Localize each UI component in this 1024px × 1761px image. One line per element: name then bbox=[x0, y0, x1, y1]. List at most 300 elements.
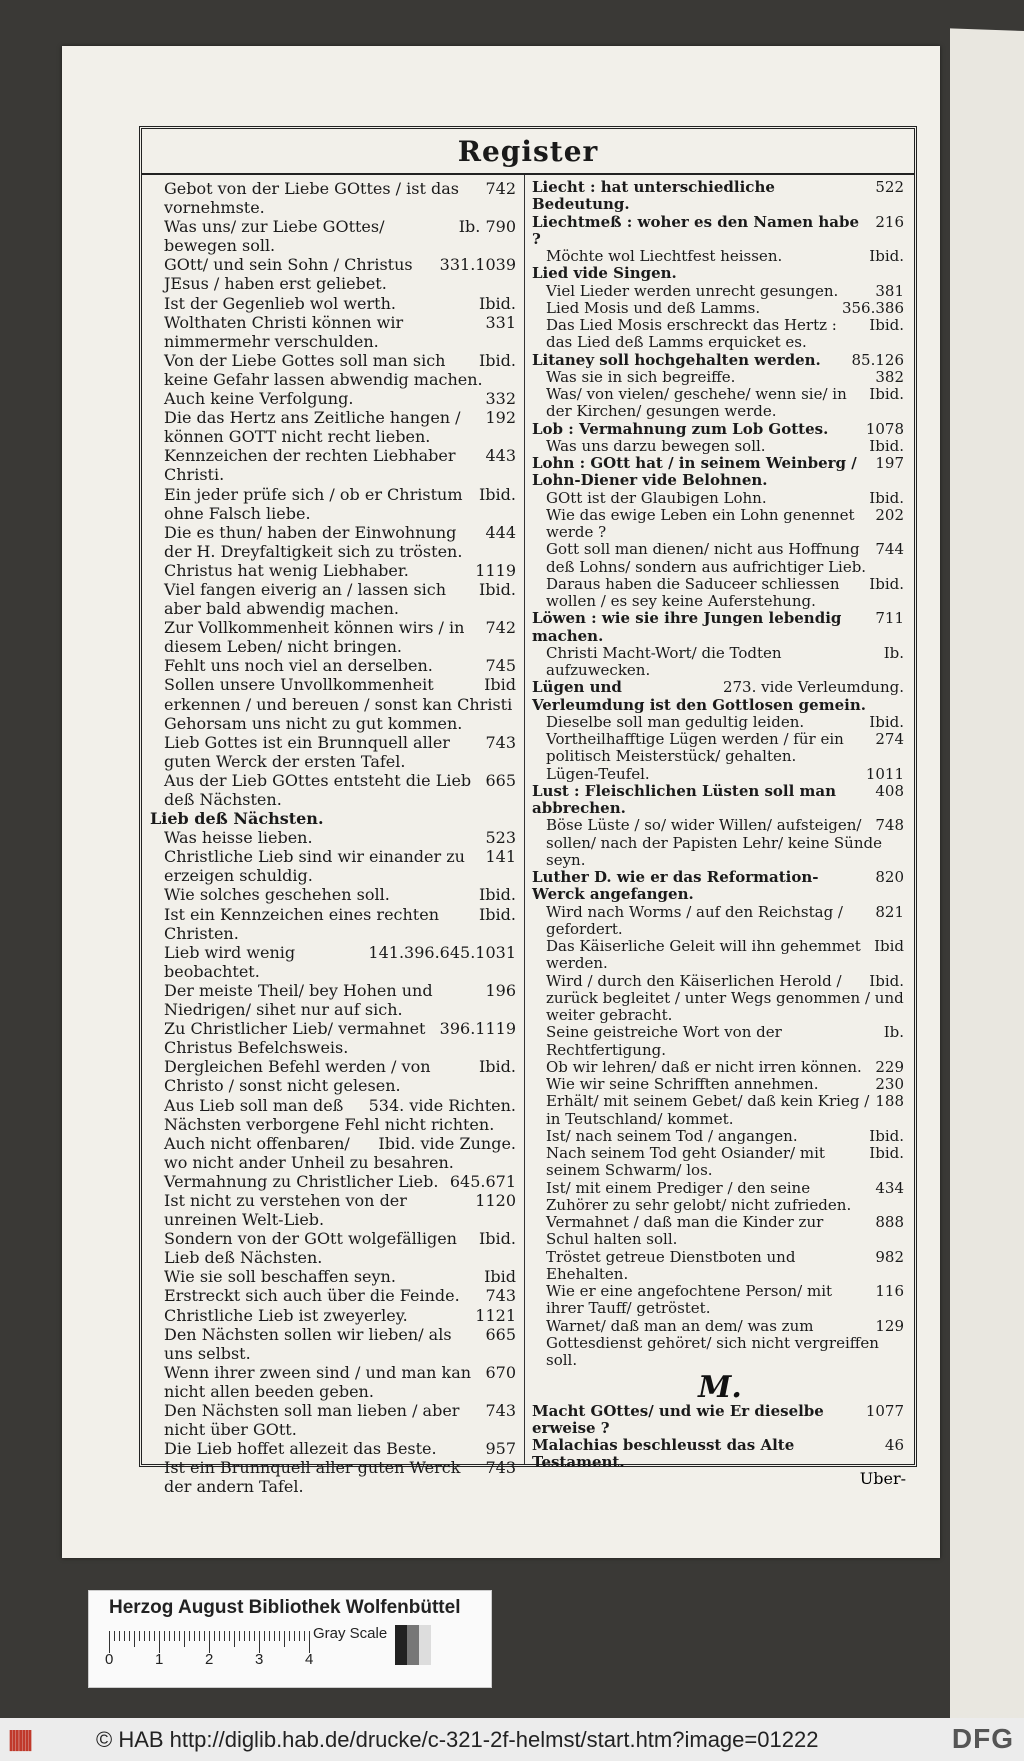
page-ref: 742 bbox=[485, 618, 516, 638]
index-entry bbox=[150, 1057, 520, 1095]
page-ref: 744 bbox=[875, 540, 904, 559]
gray-swatch-dark bbox=[395, 1625, 407, 1665]
entry-text: Was uns darzu bewegen soll. bbox=[546, 436, 766, 455]
index-entry bbox=[532, 576, 908, 611]
index-entry bbox=[150, 1458, 520, 1496]
page-ref: 116 bbox=[875, 1282, 904, 1300]
index-entry bbox=[150, 580, 520, 618]
index-entry bbox=[150, 656, 520, 675]
entry-text: Fehlt uns noch viel an derselben. bbox=[164, 656, 433, 676]
index-entry bbox=[532, 352, 908, 369]
index-entry bbox=[532, 1214, 908, 1249]
page-ref: 332 bbox=[485, 389, 516, 409]
entry-text: Wie wir seine Schrifften annehmen. bbox=[546, 1075, 819, 1093]
index-entry bbox=[150, 1267, 520, 1286]
index-entry bbox=[532, 283, 908, 300]
index-entry bbox=[150, 294, 520, 313]
page-ref: Ibid bbox=[484, 1267, 516, 1287]
index-entry bbox=[150, 523, 520, 561]
entry-text: Die das Hertz ans Zeitliche hangen / können GOTT nicht recht lieben. bbox=[164, 408, 461, 447]
column-divider bbox=[524, 175, 525, 1464]
ruler-tick bbox=[284, 1631, 285, 1647]
index-entry bbox=[532, 507, 908, 542]
ruler-tick bbox=[219, 1631, 220, 1641]
index-entry bbox=[532, 1437, 908, 1472]
footer-bar bbox=[0, 1718, 1024, 1761]
index-entry bbox=[532, 938, 908, 973]
index-entry bbox=[532, 369, 908, 386]
entry-text: Lied vide Singen. bbox=[532, 264, 677, 283]
ruler-tick bbox=[274, 1631, 275, 1641]
index-entry bbox=[150, 255, 520, 293]
page-ref: Ibid. bbox=[869, 247, 904, 265]
page-ref: 197 bbox=[875, 454, 904, 472]
entry-text: Viel fangen eiverig an / lassen sich aber bald abwendig machen. bbox=[164, 579, 447, 619]
entry-text: Viel Lieder werden unrecht gesungen. bbox=[546, 281, 839, 300]
index-entry bbox=[532, 817, 908, 869]
index-entry bbox=[150, 179, 520, 217]
page-ref: 85.126 bbox=[851, 350, 904, 369]
entry-text: Ist der Gegenlieb wol werth. bbox=[164, 293, 396, 313]
page-ref: Ibid. bbox=[478, 350, 516, 370]
index-entry bbox=[150, 389, 520, 408]
entry-text: Das Lied Mosis erschreckt das Hertz : das Lied deß Lamms erquicket es. bbox=[546, 316, 837, 352]
gray-swatch-light bbox=[419, 1625, 431, 1665]
entry-text: Ist ein Brunnquell aller guten Werck der andern Tafel. bbox=[164, 1458, 461, 1497]
page-ref: 711 bbox=[875, 609, 904, 628]
entry-text: Lust : Fleischlichen Lüsten soll man abbrechen. bbox=[532, 781, 837, 817]
index-entry bbox=[150, 675, 520, 732]
page-ref: 888 bbox=[875, 1213, 904, 1231]
index-entry bbox=[532, 783, 908, 818]
page-ref: Ibid. bbox=[869, 712, 904, 731]
page-ref: 821 bbox=[875, 902, 904, 921]
index-entry bbox=[150, 408, 520, 446]
ruler-tick bbox=[174, 1631, 175, 1641]
ruler-tick bbox=[114, 1631, 115, 1641]
entry-text: Ist nicht zu verstehen von der unreinen Welt-Lieb. bbox=[164, 1190, 407, 1230]
page-ref: 665 bbox=[485, 1324, 516, 1344]
index-entry bbox=[150, 1191, 520, 1229]
page-ref: 381 bbox=[875, 281, 904, 300]
entry-text: Böse Lüste / so/ wider Willen/ aufsteigen/ sollen/ nach der Papisten Lehr/ keine Sünde seyn. bbox=[546, 816, 882, 869]
entry-text: Lügen und Verleumdung ist den Gottlosen gemein. bbox=[532, 678, 866, 714]
page-ref: 742 bbox=[485, 179, 516, 198]
entry-text: Wird / durch den Käiserlichen Herold / zurück begleitet / unter Wegs genommen / und weiter gebracht. bbox=[546, 971, 904, 1024]
page-ref: 743 bbox=[485, 732, 516, 752]
page-ref: 408 bbox=[875, 781, 904, 800]
page-ref: Ibid. bbox=[869, 385, 904, 403]
section-letter: M. bbox=[698, 1370, 742, 1406]
entry-text: Malachias beschleusst das Alte Testament. bbox=[532, 1436, 795, 1472]
ruler-tick bbox=[129, 1631, 130, 1641]
entry-text: Was heisse lieben. bbox=[164, 828, 313, 848]
page-ref: 670 bbox=[485, 1362, 516, 1382]
index-entry bbox=[150, 943, 520, 981]
entry-text: Liechtmeß : woher es den Namen habe ? bbox=[532, 212, 860, 248]
entry-text: Wie das ewige Leben ein Lohn genennet werde ? bbox=[546, 505, 855, 541]
ruler-tick bbox=[249, 1631, 250, 1641]
ruler-tick bbox=[204, 1631, 205, 1641]
page-ref: 356.386 bbox=[841, 298, 904, 317]
page-ref: Ibid. vide Zunge. bbox=[378, 1133, 516, 1153]
entry-text: Christliche Lieb sind wir einander zu erzeigen schuldig. bbox=[164, 847, 465, 886]
book-page bbox=[62, 46, 940, 1558]
ruler-tick bbox=[139, 1631, 140, 1641]
page-ref: 522 bbox=[875, 178, 904, 196]
entry-text: Lügen-Teufel. bbox=[546, 764, 650, 783]
page-ref: Ibid. bbox=[478, 579, 516, 599]
index-entry bbox=[150, 1134, 520, 1172]
index-entry bbox=[532, 438, 908, 455]
entry-text: Lied Mosis und deß Lamms. bbox=[546, 298, 761, 317]
page-ref: 273. vide Verleumdung. bbox=[722, 678, 904, 697]
entry-text: Zu Christlicher Lieb/ vermahnet Christus Befelchsweis. bbox=[164, 1019, 426, 1058]
page-ref: 1120 bbox=[475, 1190, 516, 1210]
index-entry bbox=[532, 973, 908, 1025]
ruler-tick bbox=[264, 1631, 265, 1641]
index-entry bbox=[150, 1229, 520, 1267]
index-entry bbox=[532, 1128, 908, 1145]
index-entry bbox=[150, 561, 520, 580]
page-ref: 196 bbox=[485, 980, 516, 1000]
page-ref: 534. vide Richten. bbox=[368, 1095, 516, 1115]
entry-text: Gebot von der Liebe GOttes / ist das vornehmste. bbox=[164, 179, 459, 218]
index-entry bbox=[150, 1306, 520, 1325]
page-ref: Ibid. bbox=[869, 1144, 904, 1162]
ruler-tick bbox=[189, 1631, 190, 1641]
entry-text: Die Lieb hoffet allezeit das Beste. bbox=[164, 1439, 437, 1459]
entry-text: Den Nächsten sollen wir lieben/ als uns selbst. bbox=[164, 1324, 452, 1363]
entry-text: Litaney soll hochgehalten werden. bbox=[532, 350, 821, 369]
next-page-edge bbox=[950, 28, 1024, 1718]
entry-text: Löwen : wie sie ihre Jungen lebendig machen. bbox=[532, 609, 842, 645]
index-entry bbox=[532, 1024, 908, 1059]
page-ref: 982 bbox=[875, 1247, 904, 1266]
index-entry bbox=[150, 1325, 520, 1363]
index-entry bbox=[150, 313, 520, 351]
catchword: Uber- bbox=[859, 1469, 906, 1488]
index-entry bbox=[150, 618, 520, 656]
ruler-tick bbox=[279, 1631, 280, 1641]
entry-text: Was sie in sich begreiffe. bbox=[546, 367, 736, 386]
page-ref: 46 bbox=[884, 1436, 904, 1454]
entry-text: Zur Vollkommenheit können wirs / in diesem Leben/ nicht bringen. bbox=[164, 618, 465, 657]
page-ref: 1078 bbox=[865, 419, 904, 438]
register-frame bbox=[139, 126, 917, 1497]
index-entry bbox=[150, 485, 520, 523]
index-entry bbox=[150, 847, 520, 885]
right-column bbox=[532, 179, 908, 1472]
ruler-tick bbox=[269, 1631, 270, 1641]
index-entry bbox=[150, 217, 520, 255]
index-entry bbox=[532, 1180, 908, 1215]
page-ref: 192 bbox=[485, 408, 516, 428]
page-ref: Ib. bbox=[883, 1023, 904, 1042]
color-scale-card bbox=[88, 1590, 492, 1688]
page-ref: 331.1039 bbox=[439, 255, 516, 275]
entry-text: Erhält/ mit seinem Gebet/ daß kein Krieg / in Teutschland/ kommet. bbox=[546, 1092, 870, 1128]
index-entry bbox=[532, 490, 908, 507]
page-ref: 396.1119 bbox=[439, 1019, 516, 1039]
index-entry bbox=[532, 1076, 908, 1093]
ruler-tick bbox=[199, 1631, 200, 1641]
index-entry bbox=[532, 1145, 908, 1180]
ruler-tick bbox=[179, 1631, 180, 1641]
entry-text: Christus hat wenig Liebhaber. bbox=[164, 560, 409, 580]
index-entry bbox=[150, 981, 520, 1019]
index-entry bbox=[532, 265, 908, 282]
entry-text: Dergleichen Befehl werden / von Christo / sonst nicht gelesen. bbox=[164, 1057, 431, 1096]
entry-text: Lob : Vermahnung zum Lob Gottes. bbox=[532, 419, 829, 438]
index-entry bbox=[532, 714, 908, 731]
library-name: Herzog August Bibliothek Wolfenbüttel bbox=[109, 1597, 461, 1618]
ruler-tick bbox=[149, 1631, 150, 1641]
index-entry bbox=[532, 610, 908, 645]
ruler-number: 1 bbox=[155, 1651, 164, 1668]
page-ref: Ibid bbox=[874, 937, 904, 955]
page-ref: 743 bbox=[485, 1401, 516, 1420]
index-entry bbox=[150, 828, 520, 847]
page-title: Register bbox=[457, 135, 599, 168]
page-ref: Ib. 790 bbox=[458, 217, 516, 237]
entry-text: Sollen unsere Unvollkommenheit erkennen / und bereuen / sonst kan Christi Gehorsam uns nicht zu gut kommen. bbox=[164, 675, 513, 733]
page-ref: 188 bbox=[875, 1092, 904, 1111]
entry-text: Dieselbe soll man gedultig leiden. bbox=[546, 712, 805, 731]
index-entry bbox=[532, 645, 908, 680]
entry-text: Auch keine Verfolgung. bbox=[164, 389, 354, 409]
page-ref: 216 bbox=[875, 212, 904, 231]
entry-text: Christliche Lieb ist zweyerley. bbox=[164, 1305, 408, 1325]
dfg-logo: DFG bbox=[951, 1723, 1014, 1754]
page-ref: Ibid. bbox=[478, 885, 516, 905]
index-entry bbox=[532, 766, 908, 783]
index-entry bbox=[150, 771, 520, 809]
page-ref: 229 bbox=[875, 1057, 904, 1076]
index-entry bbox=[532, 248, 908, 265]
entry-text: Ein jeder prüfe sich / ob er Christum ohne Falsch liebe. bbox=[164, 484, 463, 523]
index-entry bbox=[532, 679, 908, 714]
page-ref: Ibid. bbox=[478, 484, 516, 504]
page-ref: 743 bbox=[485, 1286, 516, 1306]
ruler-number: 0 bbox=[105, 1651, 114, 1668]
entry-text: GOtt ist der Glaubigen Lohn. bbox=[546, 488, 767, 507]
entry-text: Daraus haben die Saduceer schliessen wollen / es sey keine Auferstehung. bbox=[546, 574, 840, 610]
ruler-tick bbox=[229, 1631, 230, 1641]
entry-text: Von der Liebe Gottes soll man sich keine Gefahr lassen abwendig machen. bbox=[164, 350, 483, 389]
entry-text: Erstreckt sich auch über die Feinde. bbox=[164, 1286, 460, 1306]
index-entry bbox=[150, 1019, 520, 1057]
entry-text: Ist/ nach seinem Tod / angangen. bbox=[546, 1126, 798, 1145]
ruler-number: 4 bbox=[305, 1651, 314, 1668]
index-entry bbox=[532, 386, 908, 421]
ruler-tick bbox=[289, 1631, 290, 1641]
page-ref: 748 bbox=[875, 816, 904, 835]
entry-text: Sondern von der GOtt wolgefälligen Lieb deß Nächsten. bbox=[164, 1229, 457, 1268]
page-ref: Ibid. bbox=[478, 1057, 516, 1077]
index-entry bbox=[532, 1283, 908, 1318]
page-ref: 1011 bbox=[865, 764, 904, 783]
ruler-tick bbox=[304, 1631, 305, 1641]
index-entry bbox=[532, 541, 908, 576]
page-ref: Ibid. bbox=[478, 1229, 516, 1249]
index-entry bbox=[150, 809, 520, 828]
ruler-tick bbox=[309, 1631, 310, 1653]
index-entry bbox=[532, 214, 908, 249]
index-entry bbox=[150, 1439, 520, 1458]
index-entry bbox=[150, 446, 520, 484]
left-column bbox=[150, 179, 520, 1496]
entry-text: Die es thun/ haben der Einwohnung der H. Dreyfaltigkeit sich zu trösten. bbox=[164, 522, 463, 561]
index-entry bbox=[532, 869, 908, 904]
entry-text: Christi Macht-Wort/ die Todten aufzuwecken. bbox=[546, 643, 782, 679]
index-entry bbox=[532, 455, 908, 490]
page-ref: 331 bbox=[485, 312, 516, 332]
entry-text: Lieb deß Nächsten. bbox=[150, 809, 324, 829]
entry-text: Das Käiserliche Geleit will ihn gehemmet werden. bbox=[546, 937, 861, 973]
entry-text: Wolthaten Christi können wir nimmermehr verschulden. bbox=[164, 312, 404, 351]
ruler-tick bbox=[239, 1631, 240, 1641]
index-entry bbox=[532, 1403, 908, 1438]
ruler-tick bbox=[134, 1631, 135, 1647]
index-entry bbox=[150, 905, 520, 943]
page-ref: Ibid. bbox=[869, 488, 904, 507]
index-entry bbox=[532, 1059, 908, 1076]
page-ref: 274 bbox=[875, 730, 904, 748]
entry-text: Seine geistreiche Wort von der Rechtfertigung. bbox=[546, 1023, 782, 1059]
entry-text: Macht GOttes/ und wie Er dieselbe erweise ? bbox=[532, 1401, 824, 1437]
ruler-tick bbox=[294, 1631, 295, 1641]
ruler-tick bbox=[209, 1631, 210, 1653]
index-entry bbox=[150, 1363, 520, 1401]
entry-text: Auch nicht offenbaren/ wo nicht ander Unheil zu besahren. bbox=[164, 1133, 454, 1172]
gray-swatch-mid bbox=[407, 1625, 419, 1665]
index-entry bbox=[532, 317, 908, 352]
gray-scale-label: Gray Scale bbox=[313, 1625, 388, 1642]
page-ref: 1121 bbox=[475, 1305, 516, 1325]
page-ref: Ibid. bbox=[869, 436, 904, 455]
ruler-tick bbox=[194, 1631, 195, 1641]
index-entry bbox=[150, 1096, 520, 1134]
entry-text: Tröstet getreue Dienstboten und Ehehalten. bbox=[546, 1247, 796, 1283]
page-ref: 820 bbox=[875, 868, 904, 886]
page-ref: 1077 bbox=[865, 1401, 904, 1420]
ruler-tick bbox=[299, 1631, 300, 1641]
ruler-number: 3 bbox=[255, 1651, 264, 1668]
entry-text: Wie solches geschehen soll. bbox=[164, 885, 390, 905]
entry-text: Lieb Gottes ist ein Brunnquell aller guten Werck der ersten Tafel. bbox=[164, 732, 450, 771]
index-entry bbox=[150, 1401, 520, 1439]
ruler-tick bbox=[154, 1631, 155, 1641]
ruler-tick bbox=[234, 1631, 235, 1647]
page-ref: 745 bbox=[485, 656, 516, 676]
page-ref: 230 bbox=[875, 1075, 904, 1093]
index-entry bbox=[150, 885, 520, 904]
page-ref: 202 bbox=[875, 505, 904, 524]
ruler-tick bbox=[119, 1631, 120, 1641]
entry-text: Aus Lieb soll man deß Nächsten verborgene Fehl nicht richten. bbox=[164, 1095, 495, 1134]
ruler-tick bbox=[259, 1631, 260, 1653]
entry-text: Was uns/ zur Liebe GOttes/ bewegen soll. bbox=[164, 217, 385, 256]
entry-text: Vortheilhafftige Lügen werden / für ein politisch Meisterstück/ gehalten. bbox=[546, 730, 844, 766]
source-url[interactable]: © HAB http://diglib.hab.de/drucke/c-321-2f-helmst/start.htm?image=01222 bbox=[96, 1727, 819, 1752]
ruler-tick bbox=[164, 1631, 165, 1641]
index-entry bbox=[532, 300, 908, 317]
ruler-tick bbox=[224, 1631, 225, 1641]
ruler-tick bbox=[159, 1631, 160, 1653]
index-entry bbox=[532, 1318, 908, 1370]
entry-text: Lieb wird wenig beobachtet. bbox=[164, 942, 296, 981]
index-entry bbox=[150, 733, 520, 771]
entry-text: Lohn : GOtt hat / in seinem Weinberg / Lohn-Diener vide Belohnen. bbox=[532, 454, 857, 490]
entry-text: Vermahnung zu Christlicher Lieb. bbox=[164, 1171, 439, 1191]
entry-text: Luther D. wie er das Reformation-Werck angefangen. bbox=[532, 868, 819, 904]
entry-text: Gott soll man dienen/ nicht aus Hoffnung deß Lohns/ sondern aus aufrichtiger Lieb. bbox=[546, 540, 867, 576]
index-entry bbox=[532, 1249, 908, 1284]
page-ref: 434 bbox=[875, 1178, 904, 1197]
page-ref: Ibid. bbox=[869, 574, 904, 593]
page-ref: 957 bbox=[485, 1439, 516, 1459]
page-ref: Ibid. bbox=[869, 316, 904, 334]
entry-text: Ob wir lehren/ daß er nicht irren können. bbox=[546, 1057, 862, 1076]
entry-text: Wenn ihrer zween sind / und man kan nicht allen beeden geben. bbox=[164, 1362, 472, 1401]
page-ref: 523 bbox=[485, 828, 516, 848]
entry-text: Was/ von vielen/ geschehe/ wenn sie/ in der Kirchen/ gesungen werde. bbox=[546, 385, 847, 421]
entry-text: Ist/ mit einem Prediger / den seine Zuhörer zu sehr gelobt/ nicht zufrieden. bbox=[546, 1178, 852, 1214]
index-entry bbox=[150, 1172, 520, 1191]
page-ref: Ibid. bbox=[869, 1126, 904, 1145]
index-entry bbox=[150, 351, 520, 389]
page-ref: 141.396.645.1031 bbox=[368, 942, 516, 962]
page-ref: 665 bbox=[485, 770, 516, 790]
index-entry bbox=[532, 731, 908, 766]
ruler-number: 2 bbox=[205, 1651, 214, 1668]
entry-text: Der meiste Theil/ bey Hohen und Niedrigen/ sihet nur auf sich. bbox=[164, 980, 433, 1020]
ruler-tick bbox=[124, 1631, 125, 1641]
page-ref: Ibid. bbox=[478, 904, 516, 924]
index-entry bbox=[532, 421, 908, 438]
page-ref: Ibid. bbox=[478, 293, 516, 313]
page-ref: 645.671 bbox=[449, 1171, 516, 1191]
hab-logo-icon: ||||||| bbox=[8, 1726, 31, 1751]
entry-text: Vermahnet / daß man die Kinder zur Schul halten soll. bbox=[546, 1213, 824, 1249]
ruler-tick bbox=[254, 1631, 255, 1641]
entry-text: Ist ein Kennzeichen eines rechten Christen. bbox=[164, 904, 440, 943]
entry-text: Liecht : hat unterschiedliche Bedeutung. bbox=[532, 178, 775, 214]
ruler-tick bbox=[169, 1631, 170, 1641]
page-ref: Ib. bbox=[883, 643, 904, 662]
entry-text: Möchte wol Liechtfest heissen. bbox=[546, 247, 783, 265]
page-ref: 1119 bbox=[475, 560, 516, 580]
entry-text: Wie sie soll beschaffen seyn. bbox=[164, 1267, 396, 1287]
entry-text: Kennzeichen der rechten Liebhaber Christi. bbox=[164, 446, 456, 485]
header-rule bbox=[142, 173, 914, 175]
entry-text: GOtt/ und sein Sohn / Christus JEsus / haben erst geliebet. bbox=[164, 255, 413, 294]
entry-text: Aus der Lieb GOttes entsteht die Lieb deß Nächsten. bbox=[164, 770, 472, 809]
entry-text: Wie er eine angefochtene Person/ mit ihrer Tauff/ getröstet. bbox=[546, 1282, 833, 1318]
entry-text: Nach seinem Tod geht Osiander/ mit seinem Schwarm/ los. bbox=[546, 1144, 825, 1180]
index-entry bbox=[532, 1093, 908, 1128]
page-ref: Ibid bbox=[484, 675, 516, 695]
index-entry bbox=[150, 1286, 520, 1305]
page-ref: 743 bbox=[485, 1458, 516, 1478]
ruler-tick bbox=[244, 1631, 245, 1641]
ruler-tick bbox=[144, 1631, 145, 1641]
index-entry bbox=[532, 904, 908, 939]
page-ref: 141 bbox=[485, 847, 516, 867]
page-ref: 129 bbox=[875, 1316, 904, 1335]
ruler-tick bbox=[214, 1631, 215, 1641]
